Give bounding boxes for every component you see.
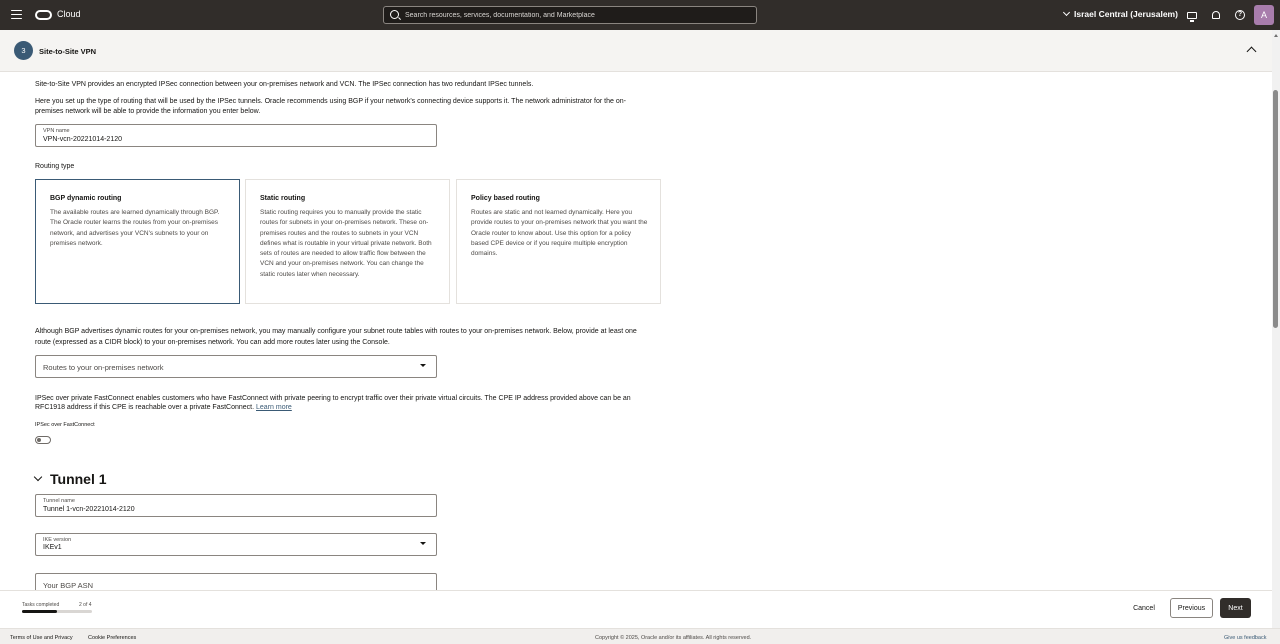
dropdown-arrow-icon	[420, 542, 426, 545]
routes-select[interactable]	[35, 355, 437, 378]
brand-name[interactable]: Cloud	[57, 9, 81, 19]
ike-version-label: IKE version	[43, 537, 72, 543]
bgp-note-line-2: route (expressed as a CIDR block) to your on-premises network. You can add more routes later using the Console.	[35, 339, 390, 346]
fastconnect-note-text: RFC1918 address if this CPE is reachable over a private FastConnect.	[35, 404, 255, 411]
intro-paragraph-2-line-2: premises network will be able to provide the information you enter below.	[35, 108, 261, 115]
next-button[interactable]: Next	[1220, 598, 1251, 618]
copyright-text: Copyright © 2025, Oracle and/or its affiliates. All rights reserved.	[595, 635, 752, 641]
step-number-badge: 3	[14, 41, 33, 60]
tunnel-title: Tunnel 1	[50, 471, 107, 487]
learn-more-link[interactable]: Learn more	[256, 404, 292, 411]
routing-type-label: Routing type	[35, 163, 75, 170]
search-icon	[390, 10, 399, 19]
tasks-progress-bar	[22, 610, 92, 613]
tasks-completed-count: 2 of 4	[79, 602, 92, 608]
notifications-icon[interactable]	[1210, 9, 1222, 21]
fastconnect-note-line-2	[35, 403, 292, 414]
bgp-asn-field[interactable]	[35, 573, 437, 590]
chevron-down-icon	[1063, 9, 1070, 16]
region-selector[interactable]	[1064, 9, 1178, 19]
bgp-asn-placeholder: Your BGP ASN	[43, 581, 94, 590]
top-navigation-bar	[0, 0, 1280, 30]
step-title: Site-to-Site VPN	[39, 47, 97, 56]
terms-link[interactable]: Terms of Use and Privacy	[10, 635, 73, 641]
vpn-name-field[interactable]	[35, 124, 437, 147]
feedback-link[interactable]: Give us feedback	[1224, 635, 1267, 641]
routing-option-title: Static routing	[260, 195, 306, 202]
dropdown-arrow-icon	[420, 364, 426, 367]
routing-option-description: The available routes are learned dynamically through BGP. The Oracle router learns the routes from your on-premises network, and advertises your VCN's subnets to your on premises network.	[50, 209, 220, 247]
tunnel-name-field[interactable]	[35, 494, 437, 517]
routing-option-title: BGP dynamic routing	[50, 195, 122, 202]
intro-paragraph-1: Site-to-Site VPN provides an encrypted IPSec connection between your on-premises network and VCN. The IPSec connection has two redundant IPSec tunnels.	[35, 81, 534, 88]
cloud-shell-icon[interactable]	[1186, 9, 1198, 21]
routing-option-static[interactable]	[245, 179, 450, 304]
scroll-up-arrow-icon[interactable]	[1274, 34, 1278, 37]
tunnel-name-value[interactable]: Tunnel 1-vcn-20221014-2120	[43, 506, 135, 513]
page-footer	[0, 628, 1280, 644]
ike-version-select[interactable]	[35, 533, 437, 556]
search-bar[interactable]	[383, 6, 757, 24]
fastconnect-toggle[interactable]	[35, 436, 51, 444]
ike-version-value: IKEv1	[43, 544, 62, 551]
routing-option-description: Routes are static and not learned dynamically. Here you provide routes to your on-premises network that you want the Oracle router to know about. Use this option for a policy based CPE device or if you require multiple encryption domains.	[471, 209, 648, 258]
cookie-preferences-link[interactable]: Cookie Preferences	[88, 635, 137, 641]
help-icon[interactable]: ?	[1234, 9, 1246, 21]
scrollbar-thumb[interactable]	[1273, 90, 1278, 328]
tasks-completed-label: Tasks completed	[22, 602, 60, 608]
oracle-logo-icon[interactable]	[35, 10, 52, 20]
progress-fill	[22, 610, 57, 613]
menu-icon[interactable]	[11, 10, 22, 19]
scrollbar[interactable]	[1272, 30, 1280, 628]
region-label: Israel Central (Jerusalem)	[1074, 9, 1178, 19]
routing-option-policy[interactable]	[456, 179, 661, 304]
cancel-button[interactable]: Cancel	[1126, 598, 1162, 618]
user-avatar[interactable]	[1254, 5, 1274, 25]
step-content	[0, 72, 1272, 590]
bgp-note-line-1: Although BGP advertises dynamic routes for your on-premises network, you may manually configure your subnet route tables with routes to your on-premises network. Below, provide at least one	[35, 328, 637, 335]
vpn-name-value[interactable]: VPN-vcn-20221014-2120	[43, 136, 122, 143]
routing-option-title: Policy based routing	[471, 195, 540, 202]
routing-option-bgp[interactable]	[35, 179, 240, 304]
previous-button[interactable]: Previous	[1170, 598, 1213, 618]
intro-paragraph-2-line-1: Here you set up the type of routing that will be used by the IPSec tunnels. Oracle recommends using BGP if your network's connecting device supports it. The network administrator for the on-	[35, 98, 626, 105]
tunnel-name-label: Tunnel name	[43, 498, 75, 504]
chevron-down-icon[interactable]	[34, 473, 42, 481]
tunnel-section-header[interactable]	[35, 471, 107, 487]
wizard-footer	[0, 590, 1272, 628]
search-input[interactable]	[405, 8, 745, 22]
fastconnect-toggle-label: IPSec over FastConnect	[35, 422, 95, 428]
fastconnect-note-line-1: IPSec over private FastConnect enables customers who have FastConnect with private peering to encrypt traffic over their private virtual circuits. The CPE IP address provided above can be an	[35, 395, 631, 402]
routing-option-description: Static routing requires you to manually provide the static routes for subnets in your on-premises network. These on-premises routes and the routes to subnets in your VCN defines what is routable in your virtual private network. Both sets of routes are needed to allow traffic flow between the VCN and your on-premises network. You can change the static routes later when necessary.	[260, 209, 432, 278]
vpn-name-label: VPN name	[43, 128, 70, 134]
routes-select-placeholder: Routes to your on-premises network	[43, 363, 164, 372]
chevron-up-icon[interactable]	[1247, 47, 1257, 57]
step-header[interactable]	[0, 30, 1272, 72]
toggle-knob	[37, 438, 41, 442]
avatar-initial: A	[1260, 10, 1267, 20]
